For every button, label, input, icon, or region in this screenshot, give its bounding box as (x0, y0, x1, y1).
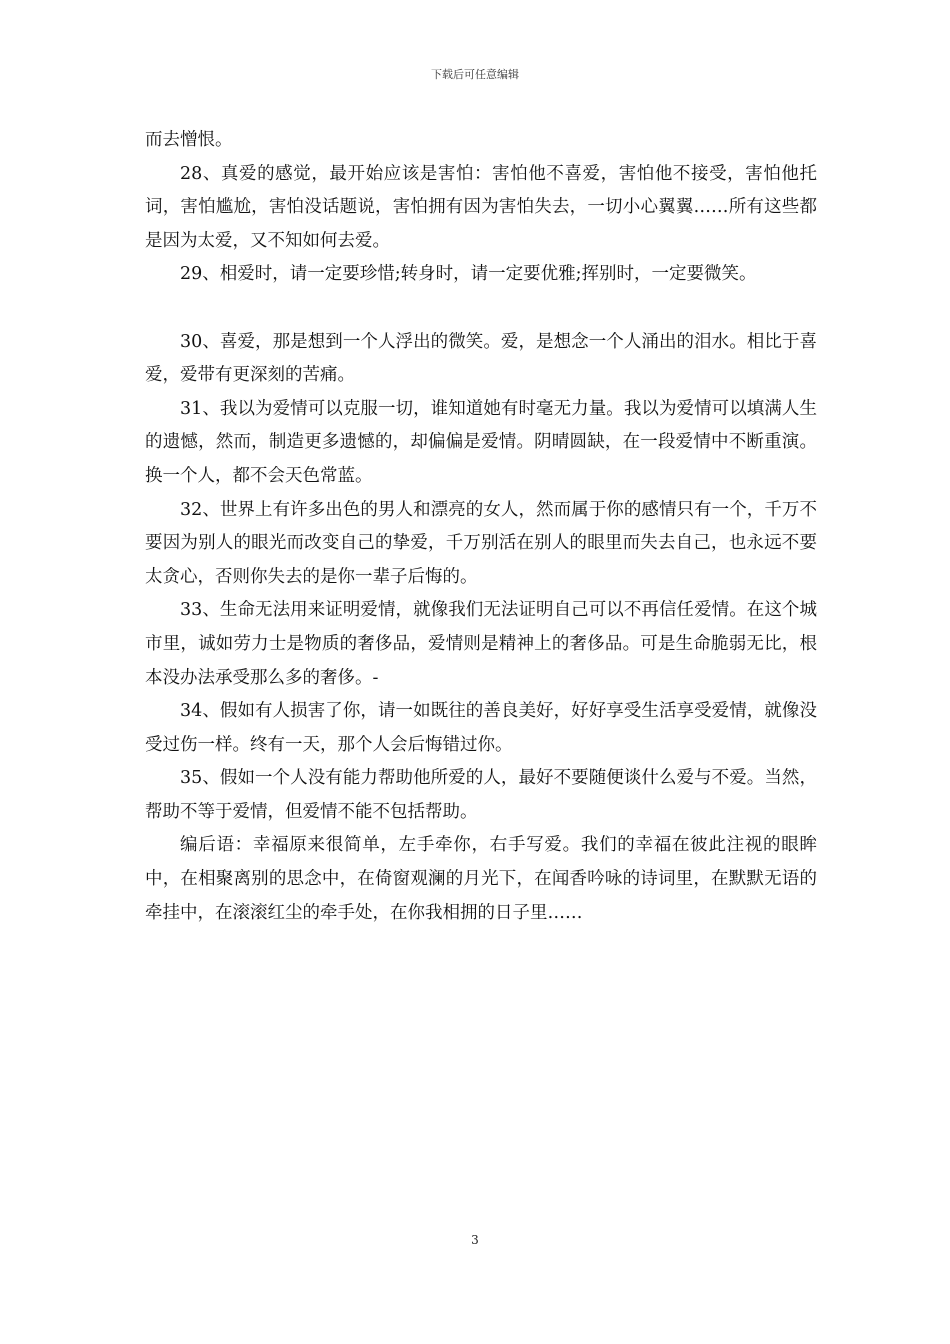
document-body (145, 124, 817, 930)
paragraph-29: 29、相爱时，请一定要珍惜;转身时，请一定要优雅;挥别时，一定要微笑。 (180, 264, 757, 285)
page-header: 下载后可任意编辑 (431, 68, 519, 81)
page-number: 3 (471, 1233, 479, 1247)
paragraph-28: 28、真爱的感觉，最开始应该是害怕：害怕他不喜爱，害怕他不接受，害怕他托词，害怕尴尬，害怕没话题说，害怕拥有因为害怕失去，一切小心翼翼……所有这些都是因为太爱，又不知如何去爱。 (145, 163, 817, 251)
paragraph-30: 30、喜爱，那是想到一个人浮出的微笑。爱，是想念一个人涌出的泪水。相比于喜爱，爱带有更深刻的苦痛。 (145, 331, 817, 386)
paragraph-31: 31、我以为爱情可以克服一切，谁知道她有时毫无力量。我以为爱情可以填满人生的遗憾，然而，制造更多遗憾的，却偏偏是爱情。阴晴圆缺，在一段爱情中不断重演。换一个人，都不会天色常蓝。 (145, 398, 817, 486)
paragraph-32: 32、世界上有许多出色的男人和漂亮的女人，然而属于你的感情只有一个，千万不要因为别人的眼光而改变自己的挚爱，千万别活在别人的眼里而失去自己，也永远不要太贪心，否则你失去的是你一辈子后悔的。 (145, 499, 817, 587)
paragraph-continuation: 而去憎恨。 (145, 130, 233, 150)
paragraph-34: 34、假如有人损害了你，请一如既往的善良美好，好好享受生活享受爱情，就像没受过伤一样。终有一天，那个人会后悔错过你。 (145, 701, 817, 755)
paragraph-afterword: 编后语：幸福原来很简单，左手牵你，右手写爱。我们的幸福在彼此注视的眼眸中，在相聚离别的思念中，在倚窗观澜的月光下，在闻香吟咏的诗词里，在默默无语的牵挂中，在滚滚红尘的牵手处，在你我相拥的日子里…… (145, 835, 817, 923)
blank-line (145, 292, 817, 326)
paragraph-33: 33、生命无法用来证明爱情，就像我们无法证明自己可以不再信任爱情。在这个城市里，诚如劳力士是物质的奢侈品，爱情则是精神上的奢侈品。可是生命脆弱无比，根本没办法承受那么多的奢侈。- (145, 600, 817, 688)
paragraph-35: 35、假如一个人没有能力帮助他所爱的人，最好不要随便谈什么爱与不爱。当然，帮助不等于爱情，但爱情不能不包括帮助。 (145, 768, 817, 822)
